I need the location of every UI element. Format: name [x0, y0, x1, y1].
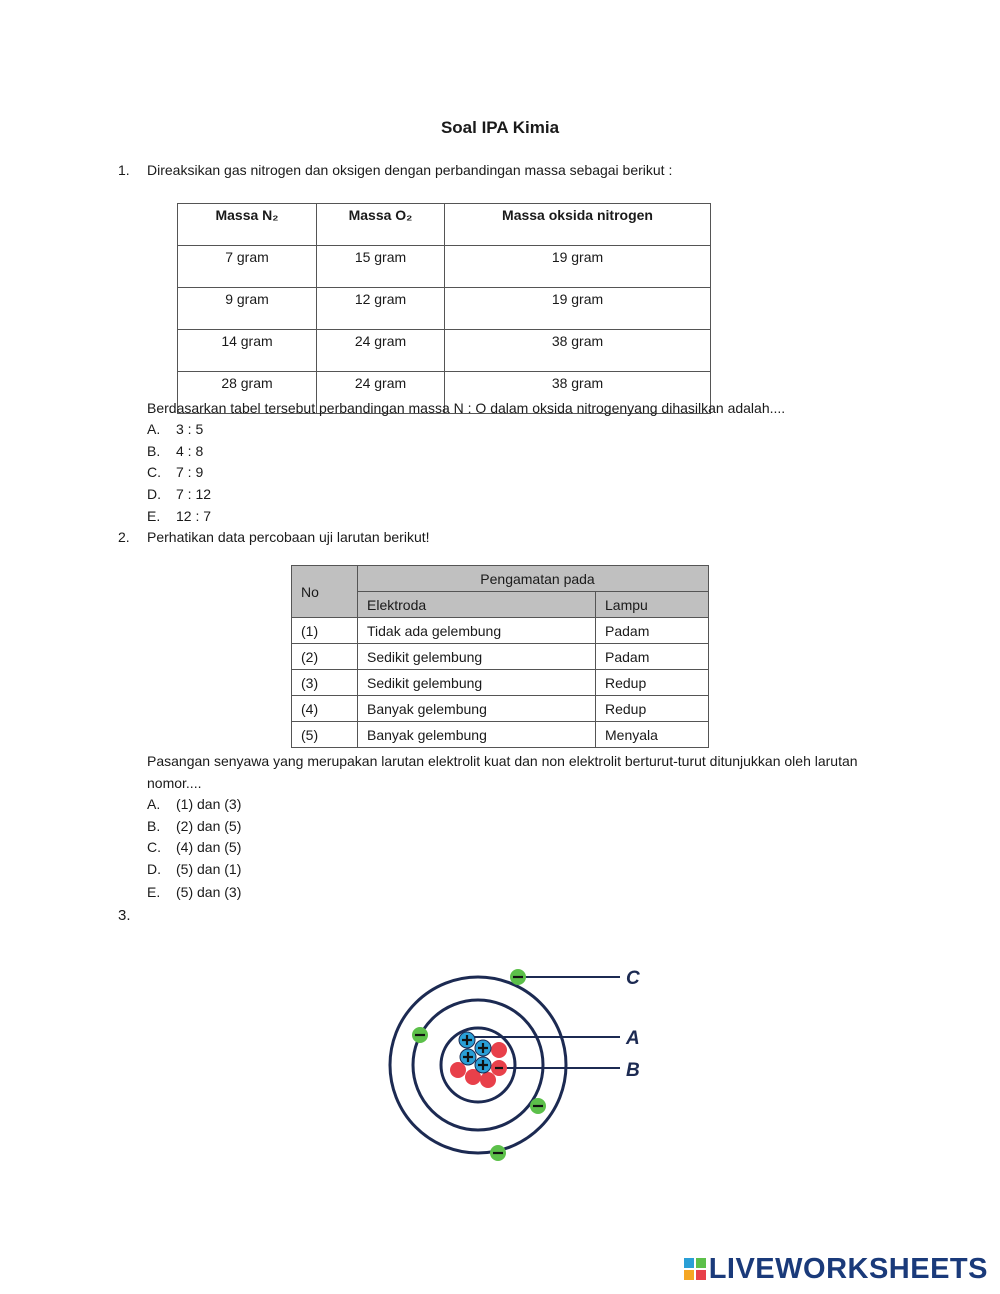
q2-question-line2: nomor....	[147, 775, 202, 791]
q2-header-elektroda: Elektroda	[358, 592, 596, 618]
q1-option-b[interactable]	[147, 443, 203, 459]
neutron	[450, 1062, 466, 1078]
label-a: A	[626, 1028, 640, 1049]
q2-header-group: Pengamatan pada	[358, 566, 709, 592]
q2-header-lampu: Lampu	[596, 592, 709, 618]
table-cell: 14 gram	[178, 330, 317, 372]
table-cell: 19 gram	[445, 288, 711, 330]
q2-option-b[interactable]	[147, 818, 241, 834]
option-letter: E.	[147, 508, 161, 524]
table-cell: Banyak gelembung	[358, 722, 596, 748]
table-row	[292, 618, 709, 644]
neutron	[491, 1042, 507, 1058]
option-text: 12 : 7	[176, 508, 212, 524]
option-letter: E.	[147, 884, 161, 900]
q1-option-d[interactable]	[147, 486, 211, 502]
option-text: (5) dan (3)	[176, 884, 242, 900]
option-letter: B.	[147, 818, 161, 834]
q1-header-oxide: Massa oksida nitrogen	[445, 204, 711, 246]
atom-diagram	[380, 955, 660, 1170]
q1-header-n2: Massa N₂	[178, 204, 317, 246]
q1-option-c[interactable]	[147, 464, 203, 480]
table-cell: Sedikit gelembung	[358, 644, 596, 670]
table-cell: Menyala	[596, 722, 709, 748]
label-b: B	[626, 1060, 640, 1081]
option-letter: D.	[147, 486, 161, 502]
option-letter: A.	[147, 421, 161, 437]
q3-number: 3.	[118, 907, 131, 924]
table-row	[292, 722, 709, 748]
table-cell: (5)	[292, 722, 358, 748]
table-cell: Redup	[596, 670, 709, 696]
table-cell: Tidak ada gelembung	[358, 618, 596, 644]
q1-option-e[interactable]	[147, 508, 211, 524]
table-cell: Padam	[596, 644, 709, 670]
option-text: 3 : 5	[176, 421, 204, 437]
q2-option-c[interactable]	[147, 839, 241, 855]
table-row	[178, 288, 711, 330]
table-row	[178, 246, 711, 288]
table-cell: 15 gram	[317, 246, 445, 288]
table-cell: 12 gram	[317, 288, 445, 330]
table-cell: Banyak gelembung	[358, 696, 596, 722]
q2-header-no: No	[292, 566, 358, 618]
liveworksheets-logo	[684, 1253, 988, 1286]
q1-header-o2: Massa O₂	[317, 204, 445, 246]
option-letter: C.	[147, 464, 161, 480]
option-text: (2) dan (5)	[176, 818, 242, 834]
table-cell: (3)	[292, 670, 358, 696]
q2-observation-table	[291, 565, 709, 748]
option-text: 4 : 8	[176, 443, 204, 459]
table-cell: 7 gram	[178, 246, 317, 288]
table-cell: Redup	[596, 696, 709, 722]
table-cell: 38 gram	[445, 372, 711, 414]
table-row	[292, 644, 709, 670]
q1-text: Direaksikan gas nitrogen dan oksigen dengan perbandingan massa sebagai berikut :	[147, 162, 673, 178]
logo-mark-icon	[684, 1258, 706, 1280]
q2-number: 2.	[118, 529, 130, 545]
table-cell: (1)	[292, 618, 358, 644]
table-cell: (4)	[292, 696, 358, 722]
option-letter: C.	[147, 839, 161, 855]
table-row	[178, 330, 711, 372]
table-cell: 24 gram	[317, 330, 445, 372]
table-row	[292, 670, 709, 696]
q2-option-d[interactable]	[147, 861, 241, 877]
option-text: 7 : 9	[176, 464, 204, 480]
q2-option-a[interactable]	[147, 796, 241, 812]
option-text: (5) dan (1)	[176, 861, 242, 877]
option-letter: D.	[147, 861, 161, 877]
q1-question: Berdasarkan tabel tersebut perbandingan massa N : O dalam oksida nitrogenyang dihasilkan adalah....	[147, 400, 786, 416]
table-cell: 38 gram	[445, 330, 711, 372]
q1-number: 1.	[118, 162, 130, 178]
table-cell: Sedikit gelembung	[358, 670, 596, 696]
q1-option-a[interactable]	[147, 421, 203, 437]
q2-option-e[interactable]	[147, 884, 241, 900]
page-title: Soal IPA Kimia	[440, 118, 560, 137]
q2-question-line1: Pasangan senyawa yang merupakan larutan elektrolit kuat dan non elektrolit berturut-turut ditunjukkan oleh larutan	[147, 753, 858, 769]
table-cell: 19 gram	[445, 246, 711, 288]
table-cell: 24 gram	[317, 372, 445, 414]
option-letter: B.	[147, 443, 161, 459]
table-cell: (2)	[292, 644, 358, 670]
neutron	[480, 1072, 496, 1088]
table-cell: Padam	[596, 618, 709, 644]
q2-text: Perhatikan data percobaan uji larutan berikut!	[147, 529, 430, 545]
label-c: C	[626, 968, 640, 989]
table-cell: 9 gram	[178, 288, 317, 330]
option-text: 7 : 12	[176, 486, 212, 502]
table-row	[292, 696, 709, 722]
option-text: (4) dan (5)	[176, 839, 242, 855]
option-text: (1) dan (3)	[176, 796, 242, 812]
logo-text: LIVEWORKSHEETS	[708, 1253, 988, 1285]
option-letter: A.	[147, 796, 161, 812]
q1-mass-table	[177, 203, 711, 414]
table-cell: 28 gram	[178, 372, 317, 414]
